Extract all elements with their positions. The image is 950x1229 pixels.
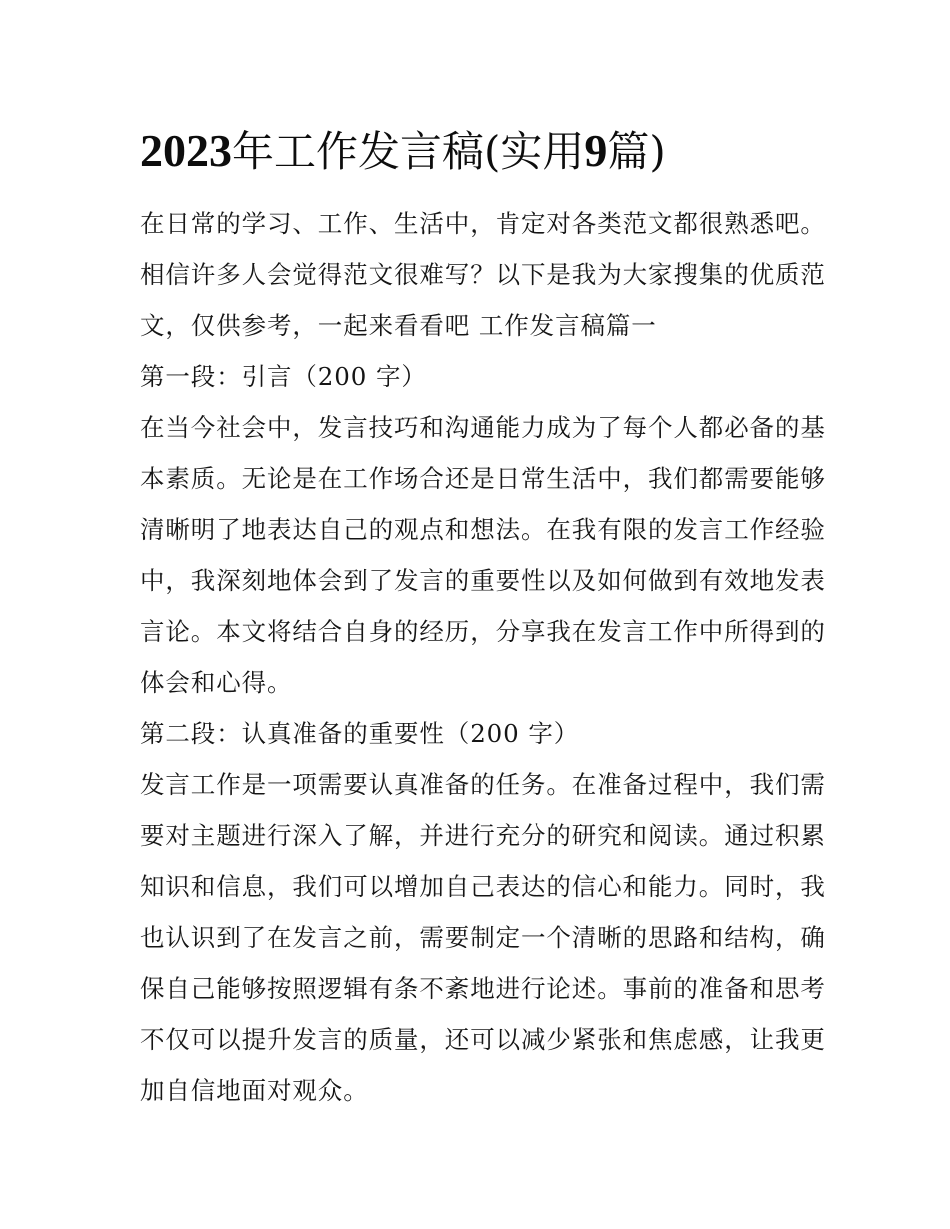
- intro-line: 相信许多人会觉得范文很难写？以下是我为大家搜集的优质范: [140, 260, 826, 289]
- paragraph-line: 知识和信息，我们可以增加自己表达的信心和能力。同时，我: [140, 872, 826, 901]
- title-text: 年工作发言稿(实用: [232, 127, 585, 176]
- document-title: [140, 118, 840, 184]
- paragraph-line: 不仅可以提升发言的质量，还可以减少紧张和焦虑感，让我更: [140, 1025, 826, 1054]
- paragraph-line: 清晰明了地表达自己的观点和想法。在我有限的发言工作经验: [140, 515, 826, 544]
- paragraph-line: 中，我深刻地体会到了发言的重要性以及如何做到有效地发表: [140, 566, 826, 595]
- paragraph-line: 体会和心得。: [140, 668, 293, 697]
- intro-line: 文，仅供参考，一起来看看吧 工作发言稿篇一: [140, 311, 657, 340]
- paragraph-line: 言论。本文将结合自身的经历，分享我在发言工作中所得到的: [140, 617, 826, 646]
- title-tail: 篇): [607, 127, 666, 176]
- paragraph-line: 本素质。无论是在工作场合还是日常生活中，我们都需要能够: [140, 464, 826, 493]
- paragraph-line: 也认识到了在发言之前，需要制定一个清晰的思路和结构，确: [140, 923, 826, 952]
- section-heading-1: 第一段：引言（200 字）: [140, 362, 427, 391]
- section-heading-2: 第二段：认真准备的重要性（200 字）: [140, 719, 580, 748]
- intro-line: 在日常的学习、工作、生活中，肯定对各类范文都很熟悉吧。: [140, 209, 826, 238]
- title-count: 9: [584, 125, 608, 176]
- paragraph-line: 在当今社会中，发言技巧和沟通能力成为了每个人都必备的基: [140, 413, 826, 442]
- paragraph-line: 发言工作是一项需要认真准备的任务。在准备过程中，我们需: [140, 770, 826, 799]
- paragraph-line: 加自信地面对观众。: [140, 1076, 369, 1105]
- document-body: [140, 198, 826, 1116]
- paragraph-line: 要对主题进行深入了解，并进行充分的研究和阅读。通过积累: [140, 821, 826, 850]
- title-year: 2023: [140, 125, 232, 176]
- paragraph-line: 保自己能够按照逻辑有条不紊地进行论述。事前的准备和思考: [140, 974, 826, 1003]
